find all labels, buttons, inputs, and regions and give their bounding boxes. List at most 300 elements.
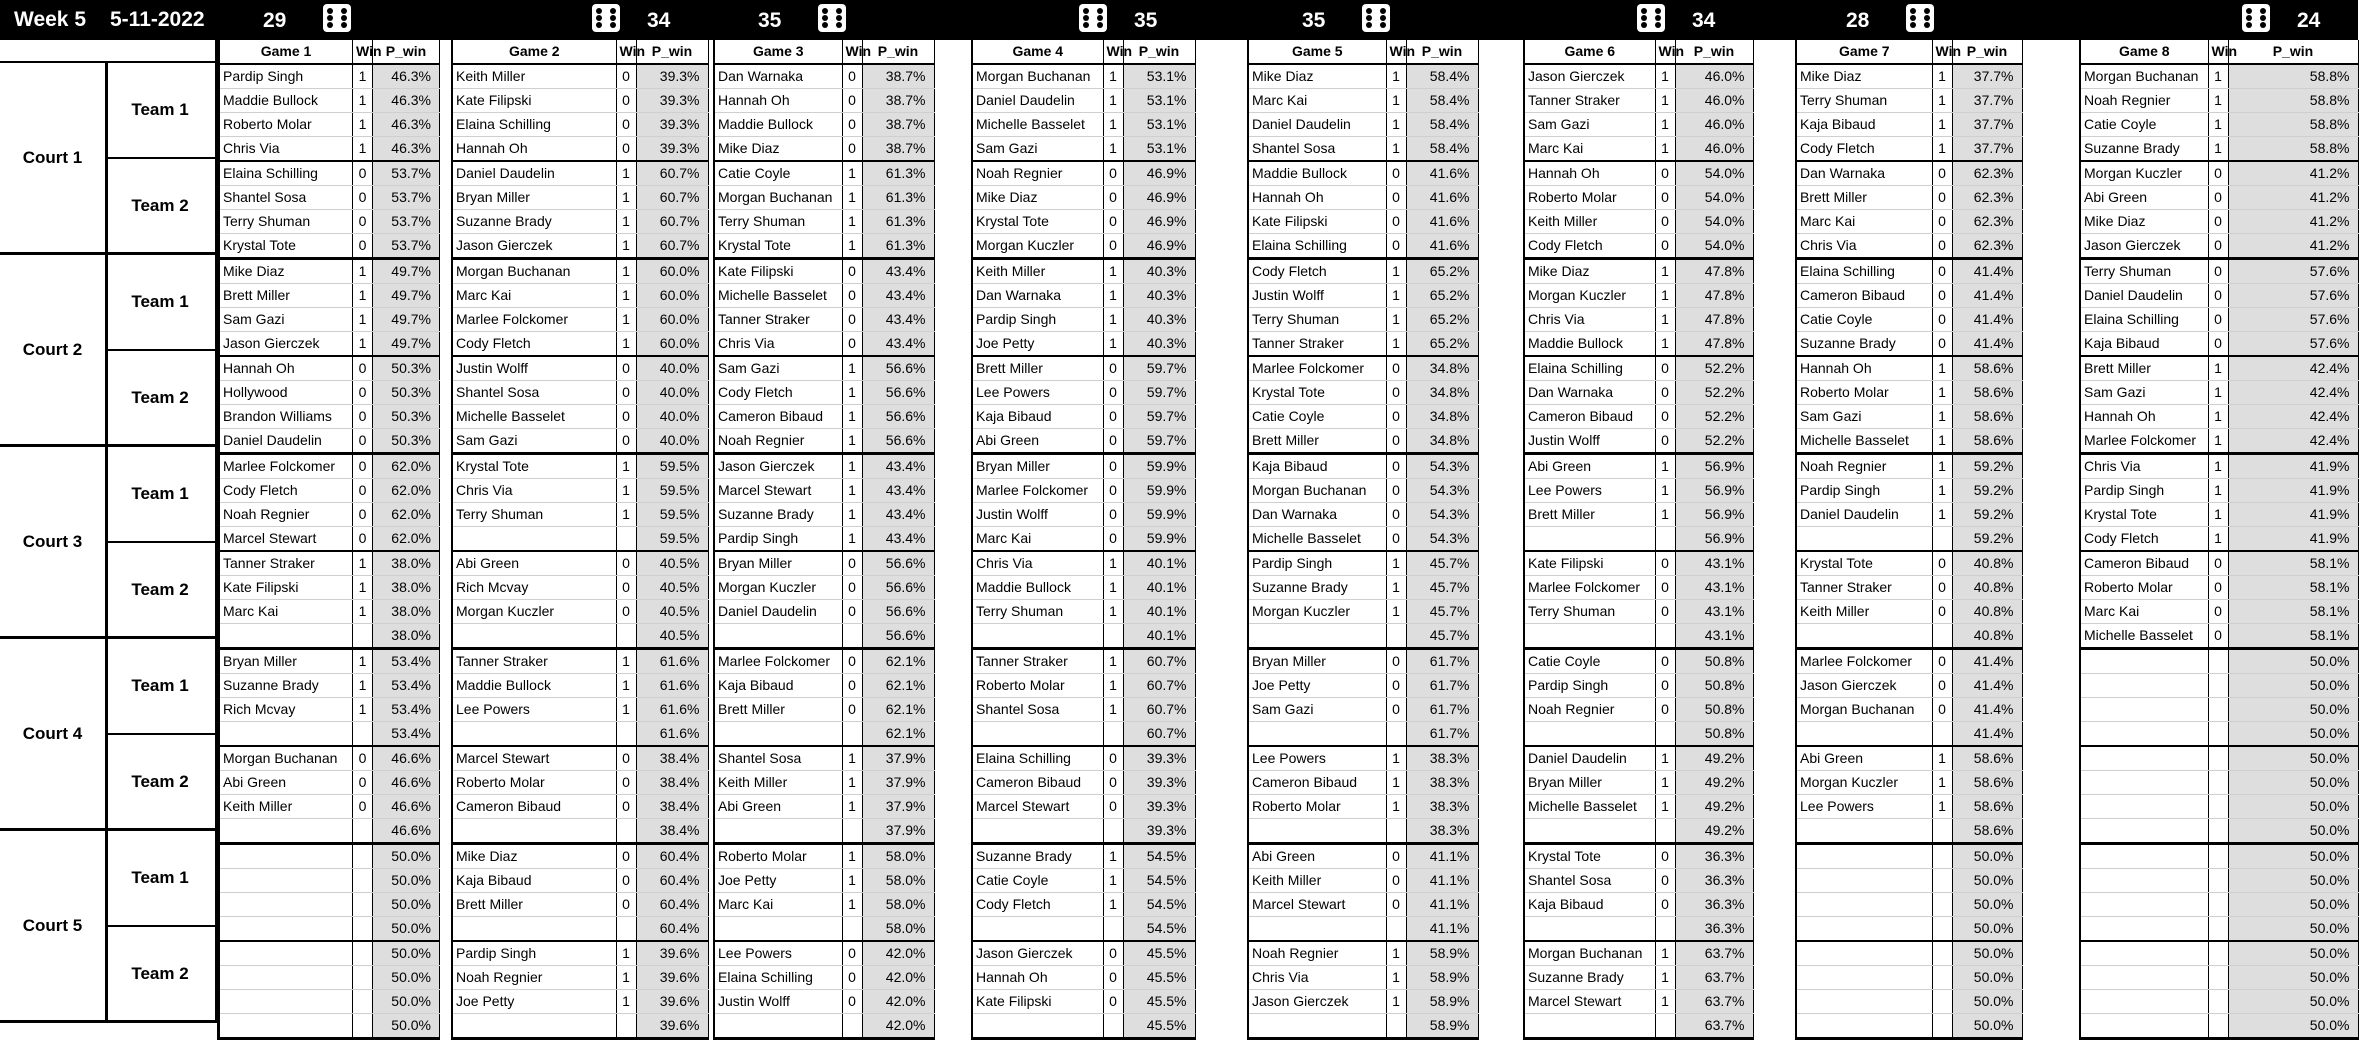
win-cell[interactable]: 0: [1655, 234, 1675, 259]
player-cell[interactable]: Daniel Daudelin: [452, 161, 616, 186]
player-cell[interactable]: Keith Miller: [219, 795, 353, 819]
pwin-cell[interactable]: 42.0%: [862, 966, 934, 990]
pwin-cell[interactable]: 45.7%: [1406, 551, 1478, 576]
player-cell[interactable]: Kaja Bibaud: [1524, 893, 1655, 917]
pwin-cell[interactable]: 50.0%: [2228, 795, 2358, 819]
player-cell[interactable]: Terry Shuman: [2080, 259, 2208, 284]
player-cell[interactable]: Sam Gazi: [452, 429, 616, 454]
player-cell[interactable]: Abi Green: [2080, 186, 2208, 210]
win-cell[interactable]: 1: [1103, 698, 1123, 722]
win-cell[interactable]: 0: [1655, 698, 1675, 722]
win-cell[interactable]: 0: [616, 893, 636, 917]
pwin-cell[interactable]: 40.1%: [1123, 600, 1195, 624]
player-cell[interactable]: Joe Petty: [452, 990, 616, 1014]
win-cell[interactable]: 0: [616, 771, 636, 795]
pwin-cell[interactable]: 46.9%: [1123, 161, 1195, 186]
win-cell[interactable]: 0: [1103, 746, 1123, 771]
player-cell[interactable]: Suzanne Brady: [714, 503, 842, 527]
win-cell[interactable]: 0: [1103, 210, 1123, 234]
pwin-cell[interactable]: 63.7%: [1675, 990, 1753, 1014]
win-cell[interactable]: 1: [1386, 795, 1406, 819]
win-cell[interactable]: 1: [2208, 356, 2228, 381]
win-cell[interactable]: 1: [353, 600, 373, 624]
win-cell[interactable]: 0: [2208, 234, 2228, 259]
pwin-cell[interactable]: 53.7%: [373, 161, 440, 186]
win-cell[interactable]: 0: [842, 600, 862, 624]
win-cell[interactable]: [1103, 624, 1123, 649]
pwin-cell[interactable]: 43.1%: [1675, 576, 1753, 600]
pwin-cell[interactable]: 39.3%: [1123, 819, 1195, 844]
player-cell[interactable]: [1796, 1014, 1932, 1039]
pwin-cell[interactable]: 54.5%: [1123, 917, 1195, 942]
pwin-cell[interactable]: 41.6%: [1406, 234, 1478, 259]
player-cell[interactable]: Tanner Straker: [1524, 89, 1655, 113]
win-cell[interactable]: 0: [1655, 649, 1675, 674]
pwin-cell[interactable]: 61.7%: [1406, 674, 1478, 698]
win-cell[interactable]: 0: [616, 113, 636, 137]
win-cell[interactable]: 0: [1655, 405, 1675, 429]
player-cell[interactable]: Daniel Daudelin: [1796, 503, 1932, 527]
pwin-cell[interactable]: 50.0%: [2228, 698, 2358, 722]
win-cell[interactable]: 0: [353, 771, 373, 795]
player-cell[interactable]: Brett Miller: [219, 284, 353, 308]
player-cell[interactable]: [1524, 527, 1655, 552]
pwin-cell[interactable]: 59.2%: [1952, 503, 2022, 527]
pwin-cell[interactable]: 43.1%: [1675, 624, 1753, 649]
win-cell[interactable]: 1: [616, 308, 636, 332]
pwin-cell[interactable]: 60.7%: [636, 234, 708, 259]
player-cell[interactable]: Pardip Singh: [219, 64, 353, 89]
pwin-cell[interactable]: 49.2%: [1675, 746, 1753, 771]
player-cell[interactable]: Marc Kai: [1524, 137, 1655, 162]
pwin-cell[interactable]: 50.0%: [373, 966, 440, 990]
player-cell[interactable]: Sam Gazi: [219, 308, 353, 332]
win-cell[interactable]: 1: [616, 649, 636, 674]
win-cell[interactable]: 0: [1655, 869, 1675, 893]
win-cell[interactable]: [2208, 722, 2228, 747]
player-cell[interactable]: Abi Green: [714, 795, 842, 819]
player-cell[interactable]: [2080, 771, 2208, 795]
win-cell[interactable]: [2208, 990, 2228, 1014]
pwin-cell[interactable]: 50.8%: [1675, 674, 1753, 698]
player-cell[interactable]: Lee Powers: [1796, 795, 1932, 819]
player-cell[interactable]: Morgan Buchanan: [1248, 479, 1386, 503]
pwin-cell[interactable]: 58.4%: [1406, 64, 1478, 89]
win-cell[interactable]: 1: [616, 990, 636, 1014]
pwin-cell[interactable]: 39.6%: [636, 1014, 708, 1039]
win-cell[interactable]: 0: [353, 161, 373, 186]
win-cell[interactable]: 0: [353, 503, 373, 527]
pwin-cell[interactable]: 41.9%: [2228, 503, 2358, 527]
pwin-cell[interactable]: 54.0%: [1675, 186, 1753, 210]
player-cell[interactable]: Catie Coyle: [1524, 649, 1655, 674]
win-cell[interactable]: 0: [842, 941, 862, 966]
player-cell[interactable]: Cody Fletch: [972, 893, 1103, 917]
player-cell[interactable]: [1524, 624, 1655, 649]
pwin-cell[interactable]: 56.9%: [1675, 527, 1753, 552]
win-cell[interactable]: 1: [1932, 429, 1952, 454]
pwin-cell[interactable]: 54.5%: [1123, 869, 1195, 893]
pwin-cell[interactable]: 61.7%: [1406, 649, 1478, 674]
win-cell[interactable]: [353, 990, 373, 1014]
player-cell[interactable]: Maddie Bullock: [219, 89, 353, 113]
player-cell[interactable]: Lee Powers: [714, 941, 842, 966]
player-cell[interactable]: [1248, 917, 1386, 942]
win-cell[interactable]: 1: [1932, 795, 1952, 819]
win-cell[interactable]: 0: [353, 746, 373, 771]
win-cell[interactable]: 0: [842, 113, 862, 137]
player-cell[interactable]: Noah Regnier: [219, 503, 353, 527]
win-cell[interactable]: [1655, 722, 1675, 747]
pwin-cell[interactable]: 40.3%: [1123, 332, 1195, 357]
player-cell[interactable]: [2080, 844, 2208, 869]
win-cell[interactable]: [353, 941, 373, 966]
pwin-cell[interactable]: 65.2%: [1406, 284, 1478, 308]
win-cell[interactable]: 1: [353, 551, 373, 576]
dice-icon[interactable]: [323, 4, 351, 32]
pwin-cell[interactable]: 62.0%: [373, 479, 440, 503]
win-cell[interactable]: 1: [842, 454, 862, 479]
player-cell[interactable]: [1796, 990, 1932, 1014]
player-cell[interactable]: Marlee Folckomer: [1524, 576, 1655, 600]
win-cell[interactable]: 1: [1932, 479, 1952, 503]
player-cell[interactable]: Tanner Straker: [714, 308, 842, 332]
pwin-cell[interactable]: 53.1%: [1123, 113, 1195, 137]
win-cell[interactable]: 0: [1103, 234, 1123, 259]
pwin-cell[interactable]: 50.0%: [373, 893, 440, 917]
win-cell[interactable]: 0: [353, 454, 373, 479]
win-cell[interactable]: 0: [616, 746, 636, 771]
win-cell[interactable]: 0: [1932, 161, 1952, 186]
win-cell[interactable]: [1932, 941, 1952, 966]
win-cell[interactable]: [1932, 624, 1952, 649]
pwin-cell[interactable]: 59.7%: [1123, 405, 1195, 429]
player-cell[interactable]: [219, 844, 353, 869]
pwin-cell[interactable]: 59.9%: [1123, 503, 1195, 527]
player-cell[interactable]: Elaina Schilling: [1524, 356, 1655, 381]
win-cell[interactable]: 0: [1932, 186, 1952, 210]
player-cell[interactable]: Cameron Bibaud: [1796, 284, 1932, 308]
win-cell[interactable]: 1: [1655, 284, 1675, 308]
win-cell[interactable]: 0: [1386, 356, 1406, 381]
win-cell[interactable]: 0: [616, 64, 636, 89]
win-cell[interactable]: [842, 917, 862, 942]
win-cell[interactable]: 0: [1103, 405, 1123, 429]
pwin-cell[interactable]: 36.3%: [1675, 869, 1753, 893]
player-cell[interactable]: Kaja Bibaud: [1248, 454, 1386, 479]
win-cell[interactable]: 0: [2208, 551, 2228, 576]
pwin-cell[interactable]: 61.3%: [862, 161, 934, 186]
win-cell[interactable]: 0: [842, 698, 862, 722]
win-cell[interactable]: [842, 1014, 862, 1039]
pwin-cell[interactable]: 50.3%: [373, 356, 440, 381]
pwin-cell[interactable]: 58.9%: [1406, 990, 1478, 1014]
pwin-cell[interactable]: 53.7%: [373, 234, 440, 259]
win-cell[interactable]: 1: [1655, 64, 1675, 89]
pwin-cell[interactable]: 42.4%: [2228, 356, 2358, 381]
win-cell[interactable]: 1: [2208, 64, 2228, 89]
pwin-cell[interactable]: 41.6%: [1406, 186, 1478, 210]
dice-icon[interactable]: [1079, 4, 1107, 32]
player-cell[interactable]: Terry Shuman: [1524, 600, 1655, 624]
win-cell[interactable]: 1: [1103, 893, 1123, 917]
pwin-cell[interactable]: 50.0%: [373, 917, 440, 942]
player-cell[interactable]: Jason Gierczek: [2080, 234, 2208, 259]
pwin-cell[interactable]: 34.8%: [1406, 429, 1478, 454]
player-cell[interactable]: Marlee Folckomer: [1796, 649, 1932, 674]
pwin-cell[interactable]: 50.0%: [2228, 649, 2358, 674]
player-cell[interactable]: Catie Coyle: [1796, 308, 1932, 332]
win-cell[interactable]: 0: [1386, 429, 1406, 454]
pwin-cell[interactable]: 40.1%: [1123, 551, 1195, 576]
win-cell[interactable]: [2208, 795, 2228, 819]
pwin-cell[interactable]: 56.6%: [862, 551, 934, 576]
player-cell[interactable]: Chris Via: [452, 479, 616, 503]
pwin-cell[interactable]: 42.4%: [2228, 429, 2358, 454]
win-cell[interactable]: 1: [616, 454, 636, 479]
player-cell[interactable]: [1248, 819, 1386, 844]
win-cell[interactable]: 0: [616, 405, 636, 429]
player-cell[interactable]: Suzanne Brady: [219, 674, 353, 698]
player-cell[interactable]: Pardip Singh: [1524, 674, 1655, 698]
player-cell[interactable]: [1796, 966, 1932, 990]
pwin-cell[interactable]: 53.1%: [1123, 137, 1195, 162]
player-cell[interactable]: Michelle Basselet: [714, 284, 842, 308]
player-cell[interactable]: Rich Mcvay: [452, 576, 616, 600]
pwin-cell[interactable]: 58.0%: [862, 917, 934, 942]
player-cell[interactable]: Brett Miller: [972, 356, 1103, 381]
win-cell[interactable]: [616, 624, 636, 649]
player-cell[interactable]: Brett Miller: [1524, 503, 1655, 527]
win-cell[interactable]: 0: [842, 674, 862, 698]
player-cell[interactable]: Noah Regnier: [714, 429, 842, 454]
pwin-cell[interactable]: 46.6%: [373, 819, 440, 844]
player-cell[interactable]: [1796, 819, 1932, 844]
win-cell[interactable]: 1: [842, 210, 862, 234]
player-cell[interactable]: Michelle Basselet: [452, 405, 616, 429]
win-cell[interactable]: [1386, 917, 1406, 942]
win-cell[interactable]: 1: [1932, 381, 1952, 405]
pwin-cell[interactable]: 42.4%: [2228, 381, 2358, 405]
pwin-cell[interactable]: 39.3%: [636, 137, 708, 162]
player-cell[interactable]: Cody Fletch: [219, 479, 353, 503]
pwin-cell[interactable]: 49.7%: [373, 308, 440, 332]
player-cell[interactable]: [2080, 941, 2208, 966]
player-cell[interactable]: [1796, 844, 1932, 869]
pwin-cell[interactable]: 40.5%: [636, 600, 708, 624]
player-cell[interactable]: Sam Gazi: [1248, 698, 1386, 722]
pwin-cell[interactable]: 56.9%: [1675, 479, 1753, 503]
pwin-cell[interactable]: 36.3%: [1675, 893, 1753, 917]
win-cell[interactable]: 0: [616, 551, 636, 576]
win-cell[interactable]: 1: [1655, 113, 1675, 137]
win-cell[interactable]: 1: [1103, 89, 1123, 113]
win-cell[interactable]: 0: [2208, 161, 2228, 186]
dice-icon[interactable]: [818, 4, 846, 32]
player-cell[interactable]: Pardip Singh: [452, 941, 616, 966]
player-cell[interactable]: Cody Fletch: [1248, 259, 1386, 284]
win-cell[interactable]: 1: [1655, 771, 1675, 795]
win-cell[interactable]: 1: [1655, 89, 1675, 113]
win-cell[interactable]: [2208, 674, 2228, 698]
pwin-cell[interactable]: 50.3%: [373, 381, 440, 405]
player-cell[interactable]: Justin Wolff: [714, 990, 842, 1014]
player-cell[interactable]: [1248, 1014, 1386, 1039]
pwin-cell[interactable]: 50.3%: [373, 405, 440, 429]
player-cell[interactable]: [452, 624, 616, 649]
pwin-cell[interactable]: 58.1%: [2228, 624, 2358, 649]
pwin-cell[interactable]: 65.2%: [1406, 332, 1478, 357]
pwin-cell[interactable]: 62.0%: [373, 503, 440, 527]
player-cell[interactable]: Bryan Miller: [714, 551, 842, 576]
win-cell[interactable]: 1: [842, 746, 862, 771]
win-cell[interactable]: 1: [1932, 771, 1952, 795]
pwin-cell[interactable]: 43.1%: [1675, 600, 1753, 624]
player-cell[interactable]: Marc Kai: [2080, 600, 2208, 624]
win-cell[interactable]: 0: [2208, 624, 2228, 649]
player-cell[interactable]: Kate Filipski: [219, 576, 353, 600]
pwin-cell[interactable]: 39.6%: [636, 990, 708, 1014]
pwin-cell[interactable]: 56.6%: [862, 576, 934, 600]
win-cell[interactable]: [1655, 624, 1675, 649]
win-cell[interactable]: 1: [1386, 771, 1406, 795]
win-cell[interactable]: 1: [353, 332, 373, 357]
pwin-cell[interactable]: 46.3%: [373, 64, 440, 89]
win-cell[interactable]: 1: [1103, 113, 1123, 137]
win-cell[interactable]: [1655, 1014, 1675, 1039]
pwin-cell[interactable]: 58.0%: [862, 869, 934, 893]
player-cell[interactable]: [2080, 746, 2208, 771]
win-cell[interactable]: 1: [1103, 259, 1123, 284]
player-cell[interactable]: Mike Diaz: [219, 259, 353, 284]
win-cell[interactable]: 1: [1932, 454, 1952, 479]
pwin-cell[interactable]: 46.3%: [373, 89, 440, 113]
win-cell[interactable]: 1: [1386, 113, 1406, 137]
win-cell[interactable]: 0: [1932, 551, 1952, 576]
pwin-cell[interactable]: 62.1%: [862, 674, 934, 698]
player-cell[interactable]: Daniel Daudelin: [1248, 113, 1386, 137]
win-cell[interactable]: 1: [616, 259, 636, 284]
pwin-cell[interactable]: 41.4%: [1952, 649, 2022, 674]
pwin-cell[interactable]: 58.6%: [1952, 746, 2022, 771]
win-cell[interactable]: 1: [1932, 89, 1952, 113]
win-cell[interactable]: 0: [353, 234, 373, 259]
win-cell[interactable]: 0: [842, 990, 862, 1014]
player-cell[interactable]: Marc Kai: [1796, 210, 1932, 234]
win-cell[interactable]: [1386, 624, 1406, 649]
player-cell[interactable]: [1796, 893, 1932, 917]
player-cell[interactable]: Mike Diaz: [1248, 64, 1386, 89]
player-cell[interactable]: Shantel Sosa: [219, 186, 353, 210]
win-cell[interactable]: 0: [1103, 381, 1123, 405]
player-cell[interactable]: Kaja Bibaud: [1796, 113, 1932, 137]
player-cell[interactable]: Suzanne Brady: [1524, 966, 1655, 990]
win-cell[interactable]: 0: [842, 259, 862, 284]
pwin-cell[interactable]: 61.6%: [636, 674, 708, 698]
pwin-cell[interactable]: 37.7%: [1952, 137, 2022, 162]
win-cell[interactable]: 0: [616, 381, 636, 405]
win-cell[interactable]: 1: [2208, 429, 2228, 454]
win-cell[interactable]: [1103, 819, 1123, 844]
win-cell[interactable]: 0: [2208, 576, 2228, 600]
player-cell[interactable]: Pardip Singh: [1248, 551, 1386, 576]
pwin-cell[interactable]: 38.3%: [1406, 819, 1478, 844]
player-cell[interactable]: Michelle Basselet: [1248, 527, 1386, 552]
win-cell[interactable]: 0: [2208, 210, 2228, 234]
win-cell[interactable]: [616, 819, 636, 844]
player-cell[interactable]: Jason Gierczek: [219, 332, 353, 357]
pwin-cell[interactable]: 58.6%: [1952, 405, 2022, 429]
player-cell[interactable]: [2080, 722, 2208, 747]
pwin-cell[interactable]: 41.4%: [1952, 284, 2022, 308]
pwin-cell[interactable]: 54.5%: [1123, 844, 1195, 869]
pwin-cell[interactable]: 50.8%: [1675, 698, 1753, 722]
win-cell[interactable]: [842, 624, 862, 649]
player-cell[interactable]: [714, 917, 842, 942]
pwin-cell[interactable]: 50.0%: [1952, 990, 2022, 1014]
pwin-cell[interactable]: 54.3%: [1406, 479, 1478, 503]
win-cell[interactable]: 0: [353, 479, 373, 503]
pwin-cell[interactable]: 61.3%: [862, 210, 934, 234]
win-cell[interactable]: 1: [1655, 503, 1675, 527]
player-cell[interactable]: Chris Via: [1248, 966, 1386, 990]
pwin-cell[interactable]: 39.6%: [636, 941, 708, 966]
win-cell[interactable]: 1: [1103, 284, 1123, 308]
pwin-cell[interactable]: 40.1%: [1123, 624, 1195, 649]
win-cell[interactable]: [1932, 819, 1952, 844]
pwin-cell[interactable]: 34.8%: [1406, 405, 1478, 429]
player-cell[interactable]: Keith Miller: [714, 771, 842, 795]
pwin-cell[interactable]: 41.1%: [1406, 893, 1478, 917]
win-cell[interactable]: 1: [616, 332, 636, 357]
pwin-cell[interactable]: 50.0%: [2228, 746, 2358, 771]
pwin-cell[interactable]: 50.0%: [2228, 722, 2358, 747]
player-cell[interactable]: Daniel Daudelin: [219, 429, 353, 454]
win-cell[interactable]: [1103, 1014, 1123, 1039]
win-cell[interactable]: [1103, 917, 1123, 942]
pwin-cell[interactable]: 41.6%: [1406, 210, 1478, 234]
player-cell[interactable]: Joe Petty: [714, 869, 842, 893]
win-cell[interactable]: 1: [1386, 284, 1406, 308]
player-cell[interactable]: Chris Via: [2080, 454, 2208, 479]
pwin-cell[interactable]: 38.0%: [373, 624, 440, 649]
pwin-cell[interactable]: 40.8%: [1952, 624, 2022, 649]
player-cell[interactable]: Mike Diaz: [1796, 64, 1932, 89]
player-cell[interactable]: Hannah Oh: [714, 89, 842, 113]
pwin-cell[interactable]: 46.9%: [1123, 234, 1195, 259]
win-cell[interactable]: 1: [1103, 64, 1123, 89]
pwin-cell[interactable]: 47.8%: [1675, 259, 1753, 284]
pwin-cell[interactable]: 50.0%: [2228, 771, 2358, 795]
pwin-cell[interactable]: 50.0%: [1952, 966, 2022, 990]
player-cell[interactable]: Hannah Oh: [972, 966, 1103, 990]
pwin-cell[interactable]: 60.0%: [636, 284, 708, 308]
player-cell[interactable]: Pardip Singh: [1796, 479, 1932, 503]
pwin-cell[interactable]: 47.8%: [1675, 308, 1753, 332]
player-cell[interactable]: [972, 917, 1103, 942]
win-cell[interactable]: 1: [2208, 527, 2228, 552]
player-cell[interactable]: Justin Wolff: [452, 356, 616, 381]
player-cell[interactable]: Jason Gierczek: [1524, 64, 1655, 89]
player-cell[interactable]: Shantel Sosa: [452, 381, 616, 405]
player-cell[interactable]: Elaina Schilling: [219, 161, 353, 186]
win-cell[interactable]: 0: [1655, 429, 1675, 454]
player-cell[interactable]: Elaina Schilling: [452, 113, 616, 137]
win-cell[interactable]: 1: [1655, 479, 1675, 503]
win-cell[interactable]: 1: [1932, 113, 1952, 137]
win-cell[interactable]: 1: [1932, 503, 1952, 527]
win-cell[interactable]: 0: [616, 576, 636, 600]
